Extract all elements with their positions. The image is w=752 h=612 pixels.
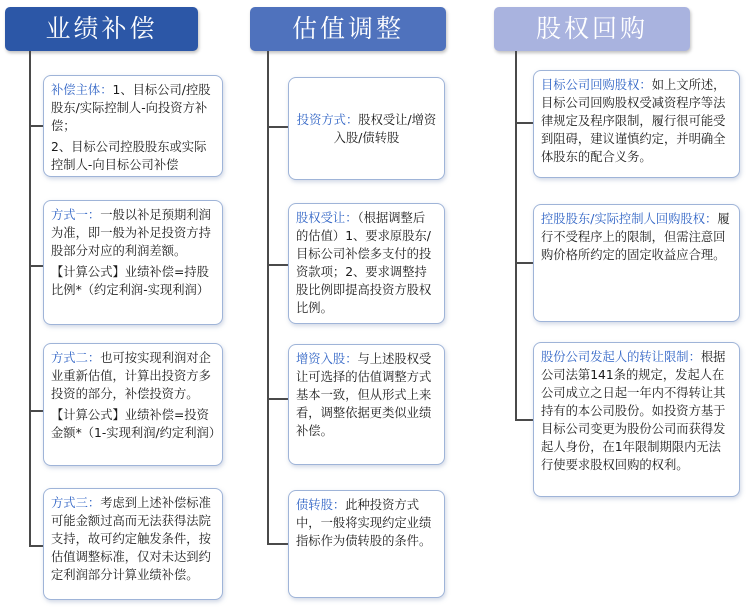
card-text: 股权受让/增资入股/债转股 [333, 112, 437, 145]
card-text: 【计算公式】业绩补偿=投资金额*（1-实现利润/约定利润） [51, 408, 222, 440]
header-equity-repurchase: 股权回购 [494, 7, 690, 51]
connector-branch [267, 264, 288, 266]
card-paragraph [296, 209, 437, 317]
card-text: 1、目标公司/控股股东/实际控制人-向投资方补偿； [51, 83, 211, 133]
card-keyword: 控股股东/实际控制人回购股权： [541, 212, 718, 226]
card-paragraph [51, 406, 222, 442]
connector-branch [515, 419, 534, 421]
card-keyword: 股份公司发起人的转让限制： [541, 350, 701, 364]
card-paragraph [51, 349, 215, 403]
header-performance-compensation: 业绩补偿 [5, 7, 198, 51]
card-keyword: 补偿主体： [51, 83, 113, 97]
card-method-two [43, 343, 223, 466]
connector-branch [29, 545, 43, 547]
card-controller-repurchase [533, 204, 740, 322]
connector-branch [29, 410, 43, 412]
connector-branch [267, 126, 288, 128]
card-promoter-transfer-restriction [533, 342, 740, 497]
card-text: 考虑到上述补偿标准可能金额过高而无法获得法院支持，故可约定触发条件，按估值调整标准，仅对未达到约定利润部分计算业绩补偿。 [51, 496, 211, 582]
card-keyword: 投资方式： [296, 112, 359, 127]
card-paragraph [51, 206, 215, 260]
card-paragraph [51, 263, 215, 299]
card-keyword: 股权受让： [296, 211, 358, 225]
card-method-one [43, 200, 223, 325]
card-paragraph [541, 348, 732, 474]
header-valuation-adjustment: 估值调整 [250, 7, 446, 51]
connector-branch [29, 265, 43, 267]
connector-branch [29, 125, 43, 127]
card-text: （根据调整后的估值）1、要求原股东/目标公司补偿多支付的投资款项；2、要求调整持股比例即提高投资方股权比例。 [296, 211, 432, 315]
card-text: 根据公司法第141条的规定，发起人在公司成立之日起一年内不得转让其持有的本公司股份。如投资方基于目标公司变更为股份公司而获得发起人身份，在1年限制期限内无法行使要求股权回购的权利。 [541, 350, 726, 472]
card-text: 【计算公式】业绩补偿=持股比例*（约定利润-实现利润） [51, 265, 210, 297]
card-keyword: 增资入股： [296, 352, 358, 366]
card-capital-increase [288, 344, 445, 465]
card-method-three [43, 488, 223, 600]
connector-branch [267, 398, 288, 400]
card-keyword: 债转股： [296, 498, 346, 512]
card-text: 如上文所述，目标公司回购股权受减资程序等法律规定及程序限制，履行很可能受到阻碍，建议谨慎约定，并明确全体股东的配合义务。 [541, 78, 726, 164]
connector-branch [515, 122, 534, 124]
card-paragraph [541, 210, 732, 264]
card-paragraph [541, 76, 732, 166]
card-paragraph [51, 494, 215, 584]
connector-trunk-col3 [515, 51, 517, 421]
card-equity-transfer [288, 203, 445, 324]
card-paragraph [51, 138, 215, 174]
card-text: 2、目标公司控股股东或实际控制人-向目标公司补偿 [51, 140, 207, 172]
card-paragraph [296, 111, 437, 147]
card-keyword: 目标公司回购股权： [541, 78, 652, 92]
card-text: 一般以补足预期利润为准，即一般为补足投资方持股部分对应的利润差额。 [51, 208, 211, 258]
card-paragraph [296, 496, 437, 550]
card-text: 也可按实现利润对企业重新估值，计算出投资方多投资的部分，补偿投资方。 [51, 351, 211, 401]
connector-branch [515, 262, 534, 264]
connector-branch [267, 543, 288, 545]
card-investment-method [288, 77, 445, 180]
card-paragraph [51, 81, 215, 135]
card-text: 履行不受程序上的限制，但需注意回购价格所约定的固定收益应合理。 [541, 212, 730, 262]
card-keyword: 方式一： [51, 208, 101, 222]
card-keyword: 方式二： [51, 351, 101, 365]
card-keyword: 方式三： [51, 496, 101, 510]
card-target-company-repurchase [533, 70, 740, 178]
card-text: 此种投资方式中，一般将实现约定业绩指标作为债转股的条件。 [296, 498, 432, 548]
card-debt-to-equity [288, 490, 445, 598]
card-text: 与上述股权受让可选择的估值调整方式基本一致，但从形式上来看，调整依据更类似业绩补偿。 [296, 352, 432, 438]
card-compensation-subject [43, 75, 223, 177]
card-paragraph [296, 350, 437, 440]
